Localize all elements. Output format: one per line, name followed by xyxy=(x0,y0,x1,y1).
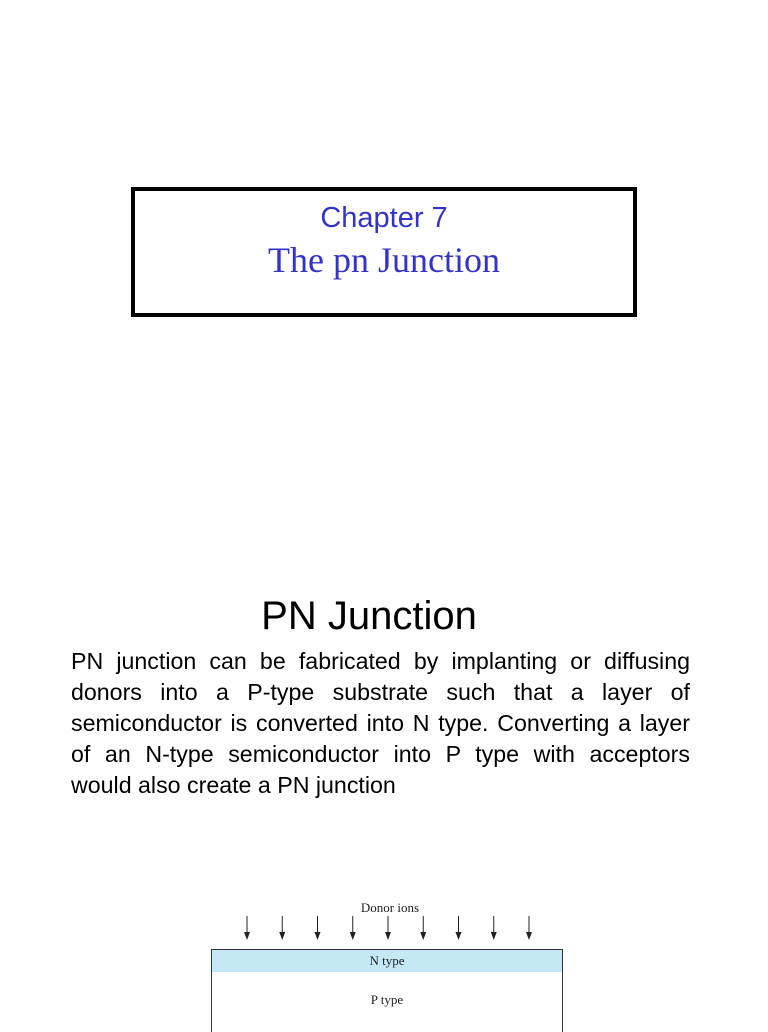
down-arrow-icon xyxy=(491,916,497,940)
down-arrow-icon xyxy=(456,916,462,940)
chapter-number: Chapter 7 xyxy=(320,202,448,234)
pn-junction-figure xyxy=(200,896,580,1024)
section-heading: PN Junction xyxy=(261,594,477,638)
down-arrow-icon xyxy=(315,916,321,940)
down-arrow-icon xyxy=(244,916,250,940)
donor-arrows xyxy=(200,896,580,952)
down-arrow-icon xyxy=(420,916,426,940)
down-arrow-icon xyxy=(350,916,356,940)
donor-ions-label: Donor ions xyxy=(360,900,420,915)
n-type-layer: N type xyxy=(211,949,563,973)
down-arrow-icon xyxy=(526,916,532,940)
p-type-label: P type xyxy=(370,992,404,1007)
p-type-layer xyxy=(211,972,563,1032)
arrow-group xyxy=(244,916,532,940)
down-arrow-icon xyxy=(279,916,285,940)
down-arrow-icon xyxy=(385,916,391,940)
body-paragraph: PN junction can be fabricated by implanting or diffusing donors into a P-type substrate such that a layer of semiconductor is converted into N type. Converting a layer of an N-type semiconductor into P type with acceptors would also create a PN junction xyxy=(71,648,690,798)
chapter-title: The pn Junction xyxy=(268,240,500,280)
chapter-title-box xyxy=(131,187,637,317)
